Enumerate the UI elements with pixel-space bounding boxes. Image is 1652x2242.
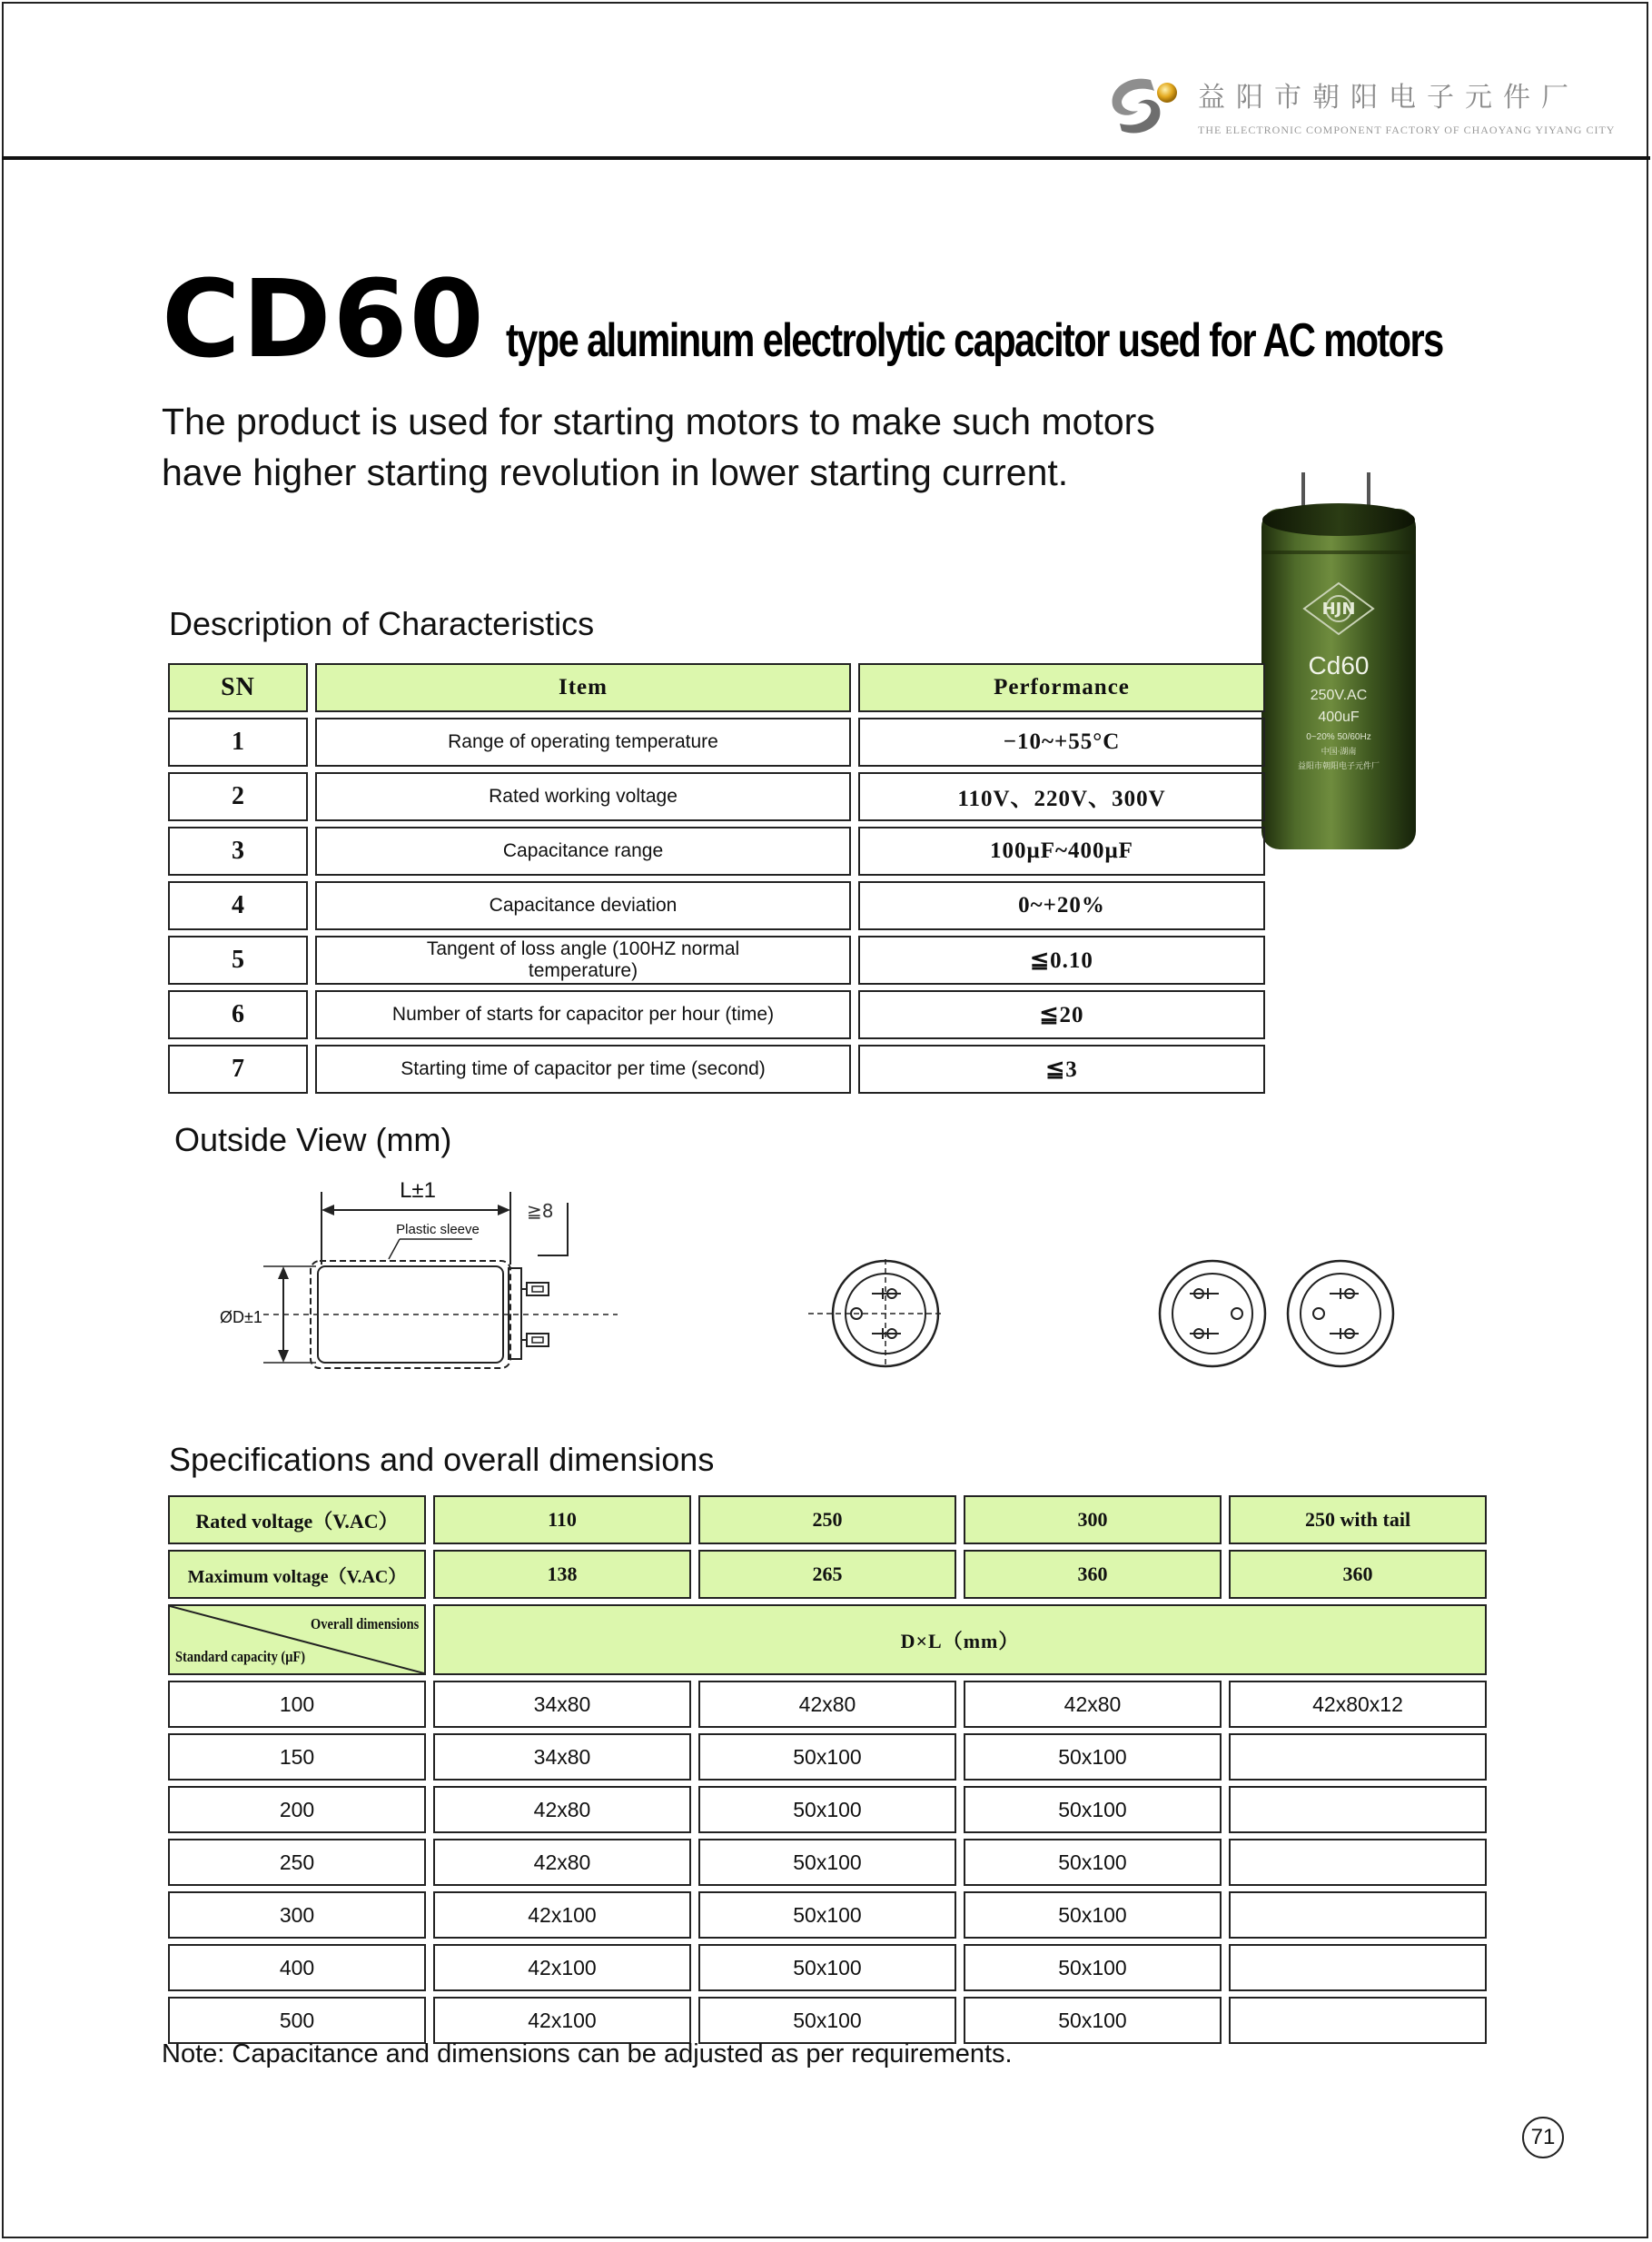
footnote: Note: Capacitance and dimensions can be adjusted as per requirements. [162, 2039, 1013, 2068]
row-performance: −10~+55°C [858, 718, 1265, 767]
dimension-cell: 42x80 [698, 1681, 956, 1728]
dimension-cell: 34x80 [433, 1681, 691, 1728]
table-row [168, 936, 1265, 985]
table-row [168, 1944, 1487, 1991]
dimension-cell [1229, 1997, 1487, 2044]
end-view-2-terminal-drawing [808, 1254, 945, 1372]
row-item: Range of operating temperature [315, 718, 851, 767]
row-item: Number of starts for capacitor per hour (time) [315, 990, 851, 1039]
table-row [168, 718, 1265, 767]
dimension-cell: 50x100 [698, 1733, 956, 1781]
rated-voltage-value: 250 [698, 1495, 956, 1544]
dimension-cell: 50x100 [698, 1944, 956, 1991]
characteristics-table [161, 658, 1272, 1099]
capacitor-capacitance: 400uF [1318, 709, 1360, 725]
row-sn: 5 [168, 936, 308, 985]
capacitor-maker: 益阳市朝阳电子元件厂 [1297, 762, 1380, 771]
header-performance: Performance [858, 663, 1265, 712]
specifications-table [161, 1490, 1494, 2049]
max-voltage-row [168, 1550, 1487, 1599]
outside-view-title: Outside View (mm) [174, 1121, 452, 1158]
header-rule [2, 156, 1650, 160]
dimension-cell: 50x100 [964, 1839, 1222, 1886]
dimension-cell: 42x100 [433, 1944, 691, 1991]
row-performance: 0~+20% [858, 881, 1265, 930]
table-row [168, 1681, 1487, 1728]
dimension-cell: 50x100 [964, 1733, 1222, 1781]
capacity-cell: 150 [168, 1733, 426, 1781]
row-item: Tangent of loss angle (100HZ normal temperature) [315, 936, 851, 985]
dimension-cell: 50x100 [698, 1839, 956, 1886]
row-performance: ≦20 [858, 990, 1265, 1039]
row-sn: 1 [168, 718, 308, 767]
row-performance: ≦0.10 [858, 936, 1265, 985]
row-item: Rated working voltage [315, 772, 851, 821]
rated-voltage-label: Rated voltage（V.AC） [168, 1495, 426, 1544]
rated-voltage-value: 250 with tail [1229, 1495, 1487, 1544]
factory-name-en: THE ELECTRONIC COMPONENT FACTORY OF CHAOYANG YIYANG CITY [1198, 124, 1616, 136]
table-row [168, 1997, 1487, 2044]
dimension-cell: 50x100 [964, 1944, 1222, 1991]
table-row [168, 1891, 1487, 1939]
max-voltage-value: 265 [698, 1550, 956, 1599]
dimension-unit: D×L（mm） [433, 1604, 1487, 1675]
page-number: 71 [1522, 2117, 1564, 2158]
dimension-cell: 50x100 [964, 1997, 1222, 2044]
row-item: Starting time of capacitor per time (second) [315, 1045, 851, 1094]
page-title [162, 256, 1652, 382]
factory-logo [1103, 71, 1616, 144]
row-sn: 4 [168, 881, 308, 930]
rated-voltage-value: 110 [433, 1495, 691, 1544]
row-performance: 100μF~400μF [858, 827, 1265, 876]
factory-name-cn: 益阳市朝阳电子元件厂 [1198, 82, 1579, 114]
dimension-cell: 42x80x12 [1229, 1681, 1487, 1728]
header-item: Item [315, 663, 851, 712]
dimension-cell [1229, 1891, 1487, 1939]
end-view-3-terminal-drawing [1153, 1254, 1408, 1372]
dimension-header-row [168, 1604, 1487, 1675]
dimension-cell [1229, 1733, 1487, 1781]
capacitor-model: Cd60 [1308, 651, 1370, 680]
row-sn: 6 [168, 990, 308, 1039]
length-label: L±1 [400, 1178, 436, 1203]
model-name: CD60 [162, 256, 486, 382]
table-row [168, 1786, 1487, 1833]
dimension-cell: 50x100 [698, 1786, 956, 1833]
dimension-cell: 42x80 [433, 1786, 691, 1833]
max-voltage-value: 360 [964, 1550, 1222, 1599]
table-row [168, 827, 1265, 876]
overall-dimensions-label: Overall dimensions [310, 1615, 419, 1632]
table-row [168, 1733, 1487, 1781]
dimension-cell [1229, 1944, 1487, 1991]
dimension-cell: 50x100 [698, 1891, 956, 1939]
capacity-cell: 200 [168, 1786, 426, 1833]
dimension-cell [1229, 1786, 1487, 1833]
table-row [168, 772, 1265, 821]
capacitor-voltage: 250V.AC [1310, 688, 1368, 703]
rated-voltage-row [168, 1495, 1487, 1544]
dimension-cell: 50x100 [964, 1891, 1222, 1939]
max-voltage-label: Maximum voltage（V.AC） [168, 1550, 426, 1599]
dimension-cell: 42x80 [964, 1681, 1222, 1728]
row-sn: 2 [168, 772, 308, 821]
capacity-cell: 100 [168, 1681, 426, 1728]
capacitor-product-image [1258, 472, 1421, 854]
max-voltage-value: 138 [433, 1550, 691, 1599]
capacitor-brand: HJN [1321, 600, 1356, 619]
max-voltage-value: 360 [1229, 1550, 1487, 1599]
terminal-label: ≧8 [527, 1200, 554, 1222]
table-row [168, 881, 1265, 930]
dimension-cell: 34x80 [433, 1733, 691, 1781]
table-row [168, 1045, 1265, 1094]
factory-logo-icon [1103, 71, 1185, 144]
header-sn: SN [168, 663, 308, 712]
dimension-cell: 42x100 [433, 1891, 691, 1939]
table-row [168, 1839, 1487, 1886]
dimension-diagonal-cell [168, 1604, 426, 1675]
capacity-cell: 300 [168, 1891, 426, 1939]
standard-capacity-label: Standard capacity (μF) [175, 1648, 306, 1665]
model-description: type aluminum electrolytic capacitor used for AC motors [505, 314, 1443, 367]
sleeve-label: Plastic sleeve [396, 1222, 480, 1237]
dimension-cell [1229, 1839, 1487, 1886]
capacity-cell: 500 [168, 1997, 426, 2044]
capacitor-tolerance: 0~20% 50/60Hz [1306, 732, 1371, 742]
capacity-cell: 400 [168, 1944, 426, 1991]
characteristics-title: Description of Characteristics [169, 605, 595, 642]
table-row [168, 990, 1265, 1039]
row-item: Capacitance range [315, 827, 851, 876]
intro-line-1: The product is used for starting motors to make such motors [162, 401, 1155, 442]
capacitor-origin: 中国·湖南 [1321, 748, 1357, 757]
rated-voltage-value: 300 [964, 1495, 1222, 1544]
dimension-cell: 42x100 [433, 1997, 691, 2044]
capacity-cell: 250 [168, 1839, 426, 1886]
intro-line-2: have higher starting revolution in lower starting current. [162, 451, 1069, 493]
diameter-label: ØD±1 [220, 1308, 262, 1326]
row-performance: ≦3 [858, 1045, 1265, 1094]
row-performance: 110V、220V、300V [858, 772, 1265, 821]
row-item: Capacitance deviation [315, 881, 851, 930]
side-view-drawing [209, 1172, 627, 1381]
dimension-cell: 50x100 [964, 1786, 1222, 1833]
dimension-cell: 42x80 [433, 1839, 691, 1886]
row-sn: 3 [168, 827, 308, 876]
row-sn: 7 [168, 1045, 308, 1094]
dimension-cell: 50x100 [698, 1997, 956, 2044]
intro-text [162, 396, 1155, 498]
specs-title: Specifications and overall dimensions [169, 1441, 715, 1478]
